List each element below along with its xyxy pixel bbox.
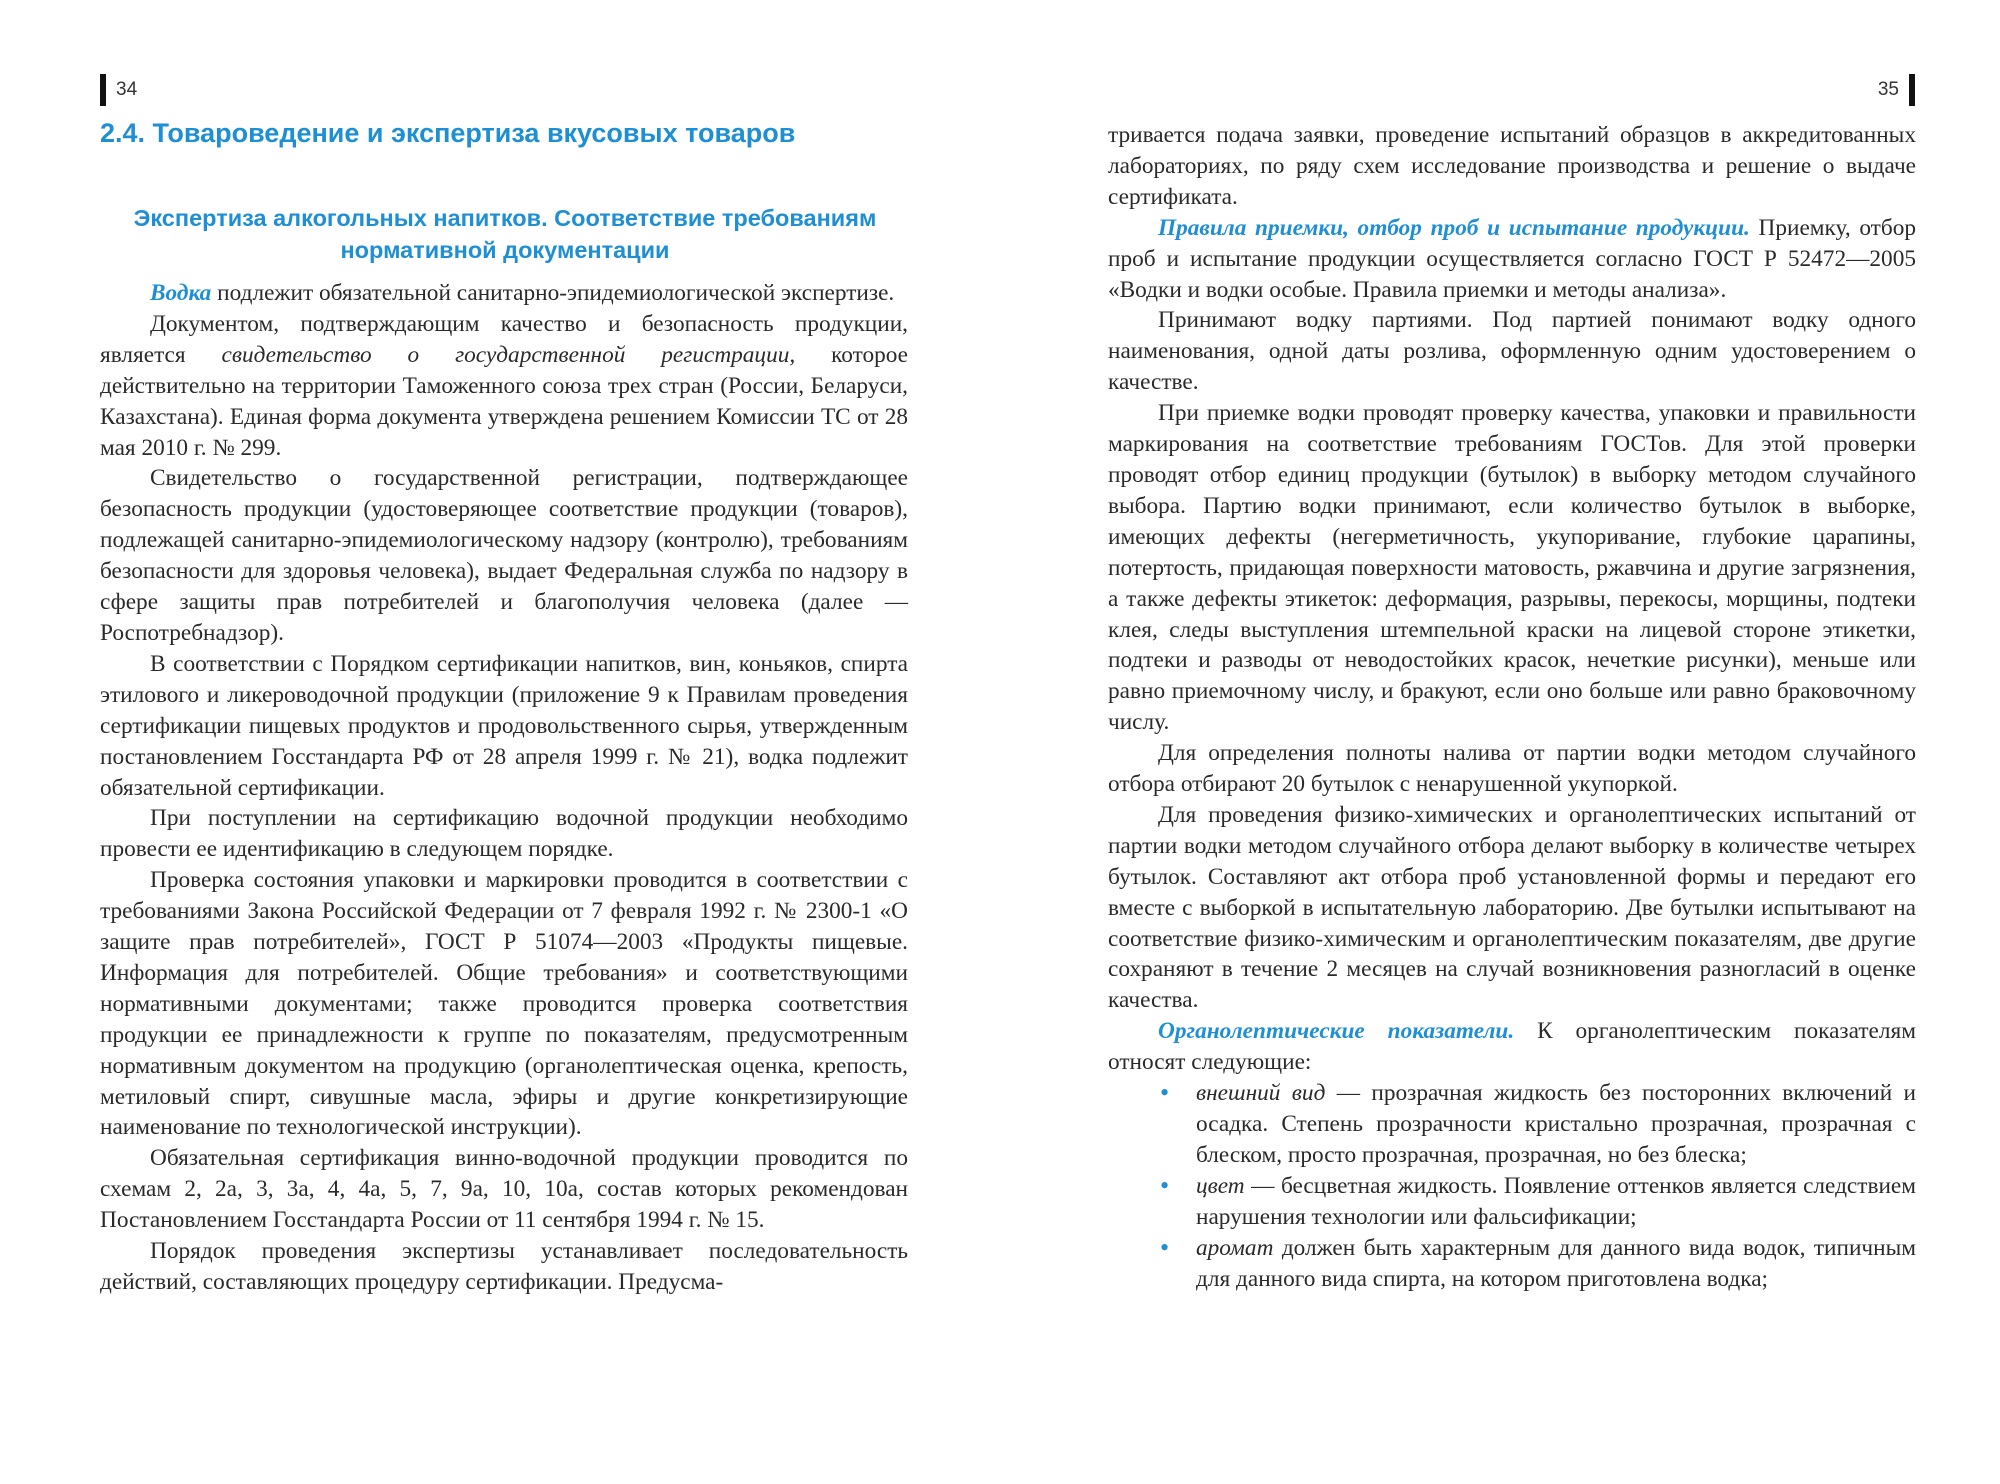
bullet-term: аромат: [1196, 1234, 1274, 1261]
list-item: • внешний вид — прозрачная жидкость без посторонних включений и осадка. Степень прозрачности кристально прозрачная, прозрачная с блеском, просто прозрачная, прозрачная, но без блеска;: [1196, 1078, 1916, 1171]
subsection-title: Экспертиза алкогольных напитков. Соответствие требованиям нормативной документации: [133, 205, 877, 263]
paragraph: Органолептические показатели. К органолептическим показателям относят следующие:: [1108, 1018, 1916, 1076]
list-item: • цвет — бесцветная жидкость. Появление оттенков является следствием нарушения технологии или фальсификации;: [1196, 1171, 1916, 1233]
paragraph: Принимают водку партиями. Под партией понимают водку одного наименования, одной даты розлива, оформленную одним удостоверением о качестве.: [1108, 307, 1916, 396]
paragraph: Порядок проведения экспертизы устанавливает последовательность действий, составляющих процедуру сертификации. Предусма-: [100, 1238, 908, 1295]
paragraph: При приемке водки проводят проверку качества, упаковки и правильности маркирования на соответствие требованиям ГОСТов. Для этой проверки проводят отбор единиц продукции (бутылок) в выборку методом случайного выбора. Партию водки принимают, если количество бутылок в выборке, имеющих дефекты (негерметичность, укупоривание, глубокие царапины, потертость, придающая поверхности матовость, ржавчина и другие загрязнения, а также дефекты этикеток: деформация, разрывы, перекосы, морщины, подтеки клея, следы выступления штемпельной краски на лицевой стороне этикетки, подтеки и разводы от неводостойких красок, нечеткие рисунки), меньше или равно приемочному числу, и бракуют, если оно больше или равно браковочному числу.: [1108, 400, 1916, 736]
page-marker-bar: [100, 74, 106, 106]
run-in-heading: Правила приемки, отбор проб и испытание продукции.: [1158, 214, 1750, 241]
bullet-list: [1108, 1078, 1916, 1294]
section-title: 2.4. Товароведение и экспертиза вкусовых товаров: [100, 118, 796, 148]
paragraph: Для определения полноты налива от партии водки методом случайного отбора отбирают 20 бутылок с ненарушенной укупоркой.: [1108, 740, 1916, 798]
term-vodka: Водка: [150, 280, 212, 306]
paragraph: Документом, подтверждающим качество и безопасность продукции, является свидетельство о государственной регистрации, которое действительно на территории Таможенного союза трех стран (России, Беларуси, Казахстана). Единая форма документа утверждена решением Комиссии ТС от 28 мая 2010 г. № 299.: [100, 310, 909, 461]
paragraph: Проверка состояния упаковки и маркировки проводится в соответствии с требованиями Закона Российской Федерации от 7 февраля 1992 г. № 2300-1 «О защите прав потребителей», ГОСТ Р 51074—2003 «Продукты пищевые. Информация для потребителей. Общие требования» и соответствующими нормативными документами; также проводится проверка соответствия продукции ее принадлежности к группе по показателям, предусмотренным нормативным документом на продукцию (органолептическая оценка, крепость, метиловый спирт, сивушные масла, эфиры и другие конкретизирующие наименование по технологической инструкции).: [100, 867, 908, 1141]
page-number-right: [1878, 74, 1915, 106]
paragraph: В соответствии с Порядком сертификации напитков, вин, коньяков, спирта этилового и ликероводочной продукции (приложение 9 к Правилам проведения сертификации пищевых продуктов и продовольственного сырья, утвержденным постановлением Госстандарта РФ от 28 апреля 1999 г. № 21), водка подлежит обязательной сертификации.: [100, 650, 908, 801]
emphasis: свидетельство о государственной регистрации,: [221, 341, 796, 368]
paragraph: Правила приемки, отбор проб и испытание продукции. Приемку, отбор проб и испытание продукции осуществляется согласно ГОСТ Р 52472—2005 «Водки и водки особые. Правила приемки и методы анализа».: [1108, 214, 1916, 303]
right-page: [1000, 0, 2000, 1484]
bullet-term: внешний вид: [1196, 1080, 1326, 1107]
paragraph: При поступлении на сертификацию водочной продукции необходимо провести ее идентификацию в следующем порядке.: [100, 805, 908, 863]
bullet-term: цвет: [1196, 1172, 1245, 1199]
page-number-left: [100, 74, 137, 106]
paragraph: тривается подача заявки, проведение испытаний образцов в аккредитованных лабораториях, по ряду схем исследование производства и решение о выдаче сертификата.: [1108, 122, 1916, 210]
paragraph: Обязательная сертификация винно-водочной продукции проводится по схемам 2, 2а, 3, 3а, 4, 4а, 5, 7, 9а, 10, 10а, состав которых рекомендован Постановлением Госстандарта России от 11 сентября 1994 г. № 15.: [100, 1145, 908, 1234]
paragraph: Свидетельство о государственной регистрации, подтверждающее безопасность продукции (удостоверяющее соответствие продукции (товаров), подлежащей санитарно-эпидемиологическому надзору (контролю), требованиям безопасности для здоровья человека), выдает Федеральная служба по надзору в сфере защиты прав потребителей и благополучия человека (далее — Роспотребнадзор).: [100, 465, 908, 646]
run-in-heading: Органолептические показатели.: [1158, 1018, 1515, 1045]
list-item: • аромат должен быть характерным для данного вида водок, типичным для данного вида спирта, на котором приготовлена водка;: [1196, 1233, 1916, 1295]
page-number-text: 35: [1877, 79, 1899, 100]
right-text-column: [1108, 120, 1916, 1294]
paragraph: Для проведения физико-химических и органолептических испытаний от партии водки методом случайного отбора делают выборку в количестве четырех бутылок. Составляют акт отбора проб установленной формы и передают его вместе с выборкой в испытательную лабораторию. Две бутылки испытывают на соответствие физико-химическим и органолептическим показателям, две другие сохраняют в течение 2 месяцев на случай возникновения разногласий в оценке качества.: [1108, 801, 1916, 1014]
left-text-column: [100, 278, 908, 1298]
paragraph: Водка подлежит обязательной санитарно-эпидемиологической экспертизе.: [150, 280, 895, 306]
page-number-text: 34: [116, 79, 138, 100]
page-marker-bar: [1909, 74, 1915, 106]
